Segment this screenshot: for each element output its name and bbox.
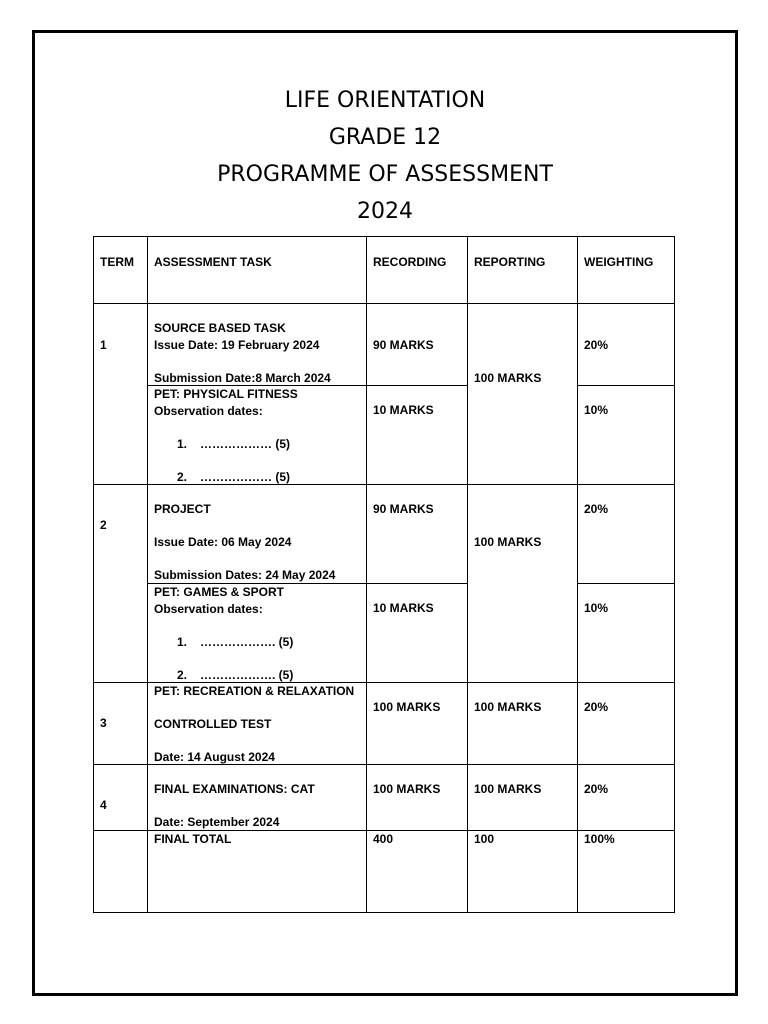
observation-label: Observation dates: (154, 403, 263, 418)
task-name: PET: RECREATION & RELAXATION (154, 684, 355, 698)
task-cell (148, 683, 367, 765)
term-cell: 4 (94, 765, 148, 831)
header-row (94, 237, 675, 304)
weighting-cell: 20% (578, 304, 675, 386)
task-name: SOURCE BASED TASK (154, 321, 286, 335)
table-row (94, 584, 675, 683)
table-row (94, 683, 675, 765)
observation-item: 1. ……………… (5) (177, 436, 290, 451)
exam-date: Date: September 2024 (154, 815, 280, 829)
issue-date: Issue Date: 19 February 2024 (154, 337, 320, 352)
header-recording: RECORDING (367, 237, 468, 304)
assessment-table (93, 236, 675, 913)
term-cell (94, 831, 148, 913)
table-row (94, 386, 675, 485)
observation-item: 2. ……………… (5) (177, 469, 290, 484)
table-row (94, 304, 675, 386)
reporting-cell: 100 MARKS (468, 765, 578, 831)
recording-cell: 10 MARKS (367, 584, 468, 683)
table-row (94, 765, 675, 831)
task-name: FINAL EXAMINATIONS: CAT (154, 782, 315, 796)
header-task: ASSESSMENT TASK (148, 237, 367, 304)
term-cell: 2 (94, 485, 148, 683)
header-weighting: WEIGHTING (578, 237, 675, 304)
total-row (94, 831, 675, 913)
task-cell (148, 386, 367, 485)
weighting-cell: 20% (578, 683, 675, 765)
title-year: 2024 (357, 199, 413, 224)
submission-date: Submission Date:8 March 2024 (154, 370, 331, 385)
issue-date: Issue Date: 06 May 2024 (154, 535, 292, 549)
weighting-cell: 20% (578, 485, 675, 584)
observation-label: Observation dates: (154, 601, 263, 616)
task-cell (148, 304, 367, 386)
reporting-cell: 100 MARKS (468, 485, 578, 683)
reporting-cell: 100 MARKS (468, 304, 578, 485)
total-weighting-cell: 100% (578, 831, 675, 913)
test-date: Date: 14 August 2024 (154, 750, 275, 764)
document-title (32, 82, 738, 230)
reporting-cell: 100 MARKS (468, 683, 578, 765)
task-name: PET: PHYSICAL FITNESS (154, 387, 298, 401)
submission-date: Submission Dates: 24 May 2024 (154, 568, 336, 582)
total-label-cell: FINAL TOTAL (148, 831, 367, 913)
recording-cell: 90 MARKS (367, 485, 468, 584)
total-recording-cell: 400 (367, 831, 468, 913)
term-cell: 3 (94, 683, 148, 765)
weighting-cell: 10% (578, 584, 675, 683)
task-name: PET: GAMES & SPORT (154, 585, 285, 599)
table-row (94, 485, 675, 584)
observation-item: 1. ………………. (5) (177, 634, 294, 649)
title-grade: GRADE 12 (328, 125, 442, 150)
task-cell (148, 485, 367, 584)
observation-item: 2. ………………. (5) (177, 667, 294, 682)
task-cell (148, 584, 367, 683)
task-name: PROJECT (154, 502, 211, 516)
task-name: CONTROLLED TEST (154, 717, 272, 731)
weighting-cell: 20% (578, 765, 675, 831)
weighting-cell: 10% (578, 386, 675, 485)
recording-cell: 100 MARKS (367, 683, 468, 765)
task-cell (148, 765, 367, 831)
term-cell: 1 (94, 304, 148, 485)
title-programme: PROGRAMME OF ASSESSMENT (217, 162, 553, 187)
recording-cell: 100 MARKS (367, 765, 468, 831)
recording-cell: 10 MARKS (367, 386, 468, 485)
title-subject: LIFE ORIENTATION (284, 88, 486, 113)
header-term: TERM (94, 237, 148, 304)
header-reporting: REPORTING (468, 237, 578, 304)
recording-cell: 90 MARKS (367, 304, 468, 386)
total-reporting-cell: 100 (468, 831, 578, 913)
